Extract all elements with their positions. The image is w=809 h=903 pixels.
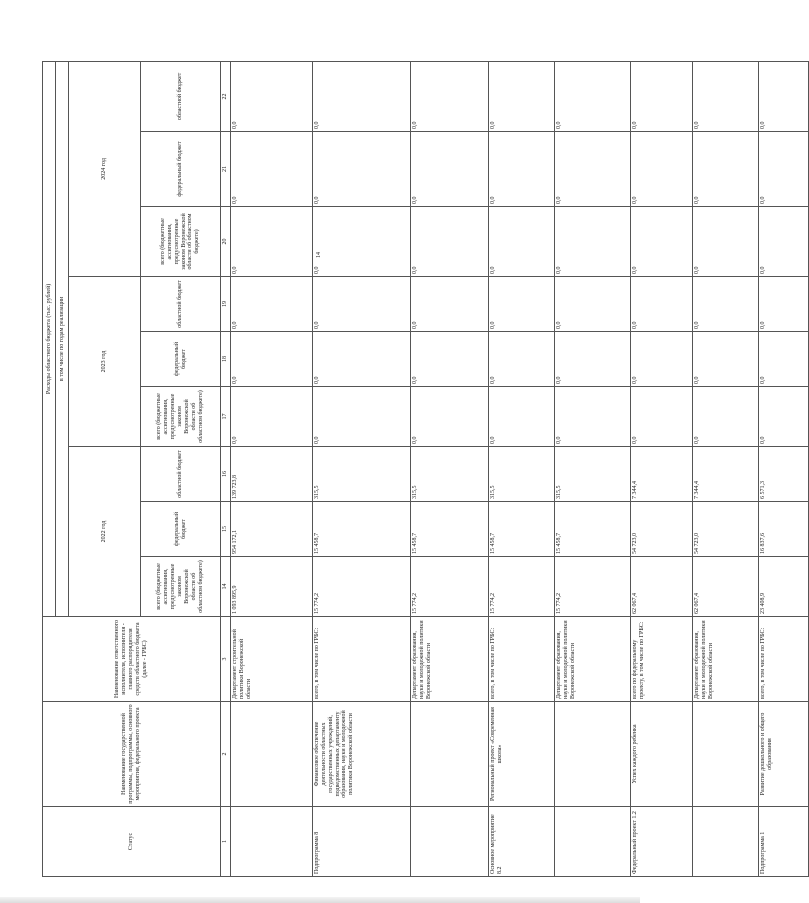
header-year-2024: 2024 год: [69, 61, 141, 276]
header-name: Наименование государственной программы, подпрограммы, основного мероприятия, федерального проекта: [43, 702, 221, 807]
row-value: 0,0: [554, 387, 630, 447]
header-total: всего (бюджетные ассигнования, предусмотренные законом Воронежской области об областном бюджете): [141, 207, 221, 277]
row-name: [230, 702, 312, 807]
table-row: [554, 61, 630, 876]
header-by-years: в том числе по годам реализации: [56, 61, 69, 616]
row-value: 0,0: [554, 61, 630, 131]
row-value: 315,5: [488, 447, 554, 502]
row-value: 139 723,8: [230, 447, 312, 502]
row-value: 1 093 895,9: [230, 557, 312, 617]
row-value: 0,0: [230, 277, 312, 332]
row-value: 315,5: [554, 447, 630, 502]
column-number: 18: [221, 332, 231, 387]
row-value: 0,0: [554, 277, 630, 332]
row-value: 0,0: [312, 332, 410, 387]
column-number: 14: [221, 557, 231, 617]
header-federal: федеральный бюджет: [141, 132, 221, 207]
row-value: 0,0: [230, 207, 312, 277]
column-number: 16: [221, 447, 231, 502]
row-value: 0,0: [488, 207, 554, 277]
row-value: 0,0: [488, 332, 554, 387]
row-value: 0,0: [488, 277, 554, 332]
row-value: 0,0: [758, 332, 808, 387]
row-value: 0,0: [410, 387, 488, 447]
column-number: 1: [221, 807, 231, 877]
row-value: 0,0: [630, 132, 692, 207]
row-value: 315,5: [312, 447, 410, 502]
row-name: Региональный проект «Современная школа»: [488, 702, 554, 807]
row-status: [410, 807, 488, 877]
row-value: 0,0: [758, 61, 808, 131]
row-value: 7 344,4: [630, 447, 692, 502]
row-grbs: всего, в том числе по ГРБС:: [488, 617, 554, 702]
row-value: 15 458,7: [312, 502, 410, 557]
table-row: [410, 61, 488, 876]
row-value: 0,0: [692, 132, 758, 207]
table-row: [692, 61, 758, 876]
row-value: 7 344,4: [692, 447, 758, 502]
row-value: 0,0: [312, 387, 410, 447]
table-row: [488, 61, 554, 876]
row-value: 54 723,0: [692, 502, 758, 557]
row-name: [692, 702, 758, 807]
budget-table-rotated: [42, 62, 773, 877]
row-value: 0,0: [554, 207, 630, 277]
row-value: 15 774,2: [312, 557, 410, 617]
row-name: Финансовое обеспечение деятельности областных государственных учреждений, подведомственных департаменту образования, науки и молодежной политики Воронежской области: [312, 702, 410, 807]
row-status: [554, 807, 630, 877]
header-expenses: Расходы областного бюджета (тыс. рублей): [43, 61, 56, 616]
row-value: 0,0: [230, 61, 312, 131]
row-value: 15 774,2: [410, 557, 488, 617]
row-value: 15 458,7: [554, 502, 630, 557]
row-status: Подпрограмма 8: [312, 807, 410, 877]
row-status: Основное мероприятие 8.2: [488, 807, 554, 877]
row-value: 0,0: [630, 332, 692, 387]
column-number: 21: [221, 132, 231, 207]
row-value: 0,0: [758, 277, 808, 332]
row-grbs: всего, в том числе по ГРБС:: [758, 617, 808, 702]
row-grbs: Департамент строительной политики Воронежской области: [230, 617, 312, 702]
column-number: 15: [221, 502, 231, 557]
row-value: 0,0: [758, 207, 808, 277]
row-value: 15 774,2: [554, 557, 630, 617]
row-value: 0,0: [312, 61, 410, 131]
row-value: 0,0: [692, 207, 758, 277]
row-value: 15 458,7: [488, 502, 554, 557]
scan-edge: [0, 897, 640, 903]
row-value: 0,0: [692, 332, 758, 387]
header-total: всего (бюджетные ассигнования, предусмотренные законом Воронежской области об областном бюджете): [141, 557, 221, 617]
row-value: 0,0: [692, 61, 758, 131]
row-status: Подпрограмма 1: [758, 807, 808, 877]
row-value: 0,0: [554, 132, 630, 207]
row-status: Федеральный проект 1.2: [630, 807, 692, 877]
budget-table: [42, 61, 809, 877]
row-name: [554, 702, 630, 807]
row-value: 54 723,0: [630, 502, 692, 557]
row-value: 62 067,4: [692, 557, 758, 617]
row-value: 0,0: [410, 61, 488, 131]
row-value: 0,0: [230, 332, 312, 387]
row-value: 0,0: [630, 277, 692, 332]
header-federal: федеральный бюджет: [141, 502, 221, 557]
row-value: 0,0: [230, 132, 312, 207]
table-row: [230, 61, 312, 876]
row-value: 23 408,9: [758, 557, 808, 617]
row-grbs: Департамент образования, науки и молодежной политики Воронежской области: [554, 617, 630, 702]
row-value: 15 774,2: [488, 557, 554, 617]
column-number: 17: [221, 387, 231, 447]
row-grbs: всего по федеральному проекту, в том числе по ГРБС:: [630, 617, 692, 702]
row-value: 0,0: [692, 277, 758, 332]
table-row: [758, 61, 808, 876]
column-number: 3: [221, 617, 231, 702]
row-value: 16 837,6: [758, 502, 808, 557]
row-value: 0,0: [692, 387, 758, 447]
header-regional: областной бюджет: [141, 61, 221, 131]
row-value: 0,0: [630, 61, 692, 131]
header-total: всего (бюджетные ассигнования, предусмотренные законом Воронежской области об областном бюджете): [141, 387, 221, 447]
row-value: 0,0: [410, 132, 488, 207]
row-value: 0,0: [410, 207, 488, 277]
header-year-2023: 2023 год: [69, 277, 141, 447]
row-name: [410, 702, 488, 807]
header-status: Статус: [43, 807, 221, 877]
row-value: 315,5: [410, 447, 488, 502]
row-value: 0,0: [488, 61, 554, 131]
header-grbs: Наименование ответственного исполнителя, исполнителя - главного распорядителя средств областного бюджета (далее - ГРБС): [43, 617, 221, 702]
row-grbs: Департамент образования, науки и молодежной политики Воронежской области: [692, 617, 758, 702]
header-regional: областной бюджет: [141, 447, 221, 502]
row-name: Успех каждого ребенка: [630, 702, 692, 807]
row-value: 15 458,7: [410, 502, 488, 557]
table-row: [630, 61, 692, 876]
row-status: [692, 807, 758, 877]
row-value: 0,0: [488, 387, 554, 447]
row-value: 954 172,1: [230, 502, 312, 557]
row-value: 0,0: [630, 387, 692, 447]
row-value: 0,0: [758, 132, 808, 207]
row-grbs: всего, в том числе по ГРБС:: [312, 617, 410, 702]
column-number: 20: [221, 207, 231, 277]
row-status: [230, 807, 312, 877]
row-value: 6 571,3: [758, 447, 808, 502]
header-regional: областной бюджет: [141, 277, 221, 332]
row-value: 0,0: [312, 277, 410, 332]
row-name: Развитие дошкольного и общего образования: [758, 702, 808, 807]
row-value: 0,0: [230, 387, 312, 447]
row-value: 0,0: [410, 277, 488, 332]
column-number: 19: [221, 277, 231, 332]
table-row: [312, 61, 410, 876]
row-value: 0,0: [488, 132, 554, 207]
header-year-2022: 2022 год: [69, 447, 141, 617]
column-number: 2: [221, 702, 231, 807]
column-number: 22: [221, 61, 231, 131]
row-grbs: Департамент образования, науки и молодежной политики Воронежской области: [410, 617, 488, 702]
header-federal: федеральный бюджет: [141, 332, 221, 387]
row-value: 0,0: [758, 387, 808, 447]
page-number: 14: [316, 252, 322, 258]
row-value: 62 067,4: [630, 557, 692, 617]
row-value: 0,0: [410, 332, 488, 387]
row-value: 0,0: [312, 132, 410, 207]
row-value: 0,0: [554, 332, 630, 387]
row-value: 0,0: [630, 207, 692, 277]
row-value: 0,0: [312, 207, 410, 277]
